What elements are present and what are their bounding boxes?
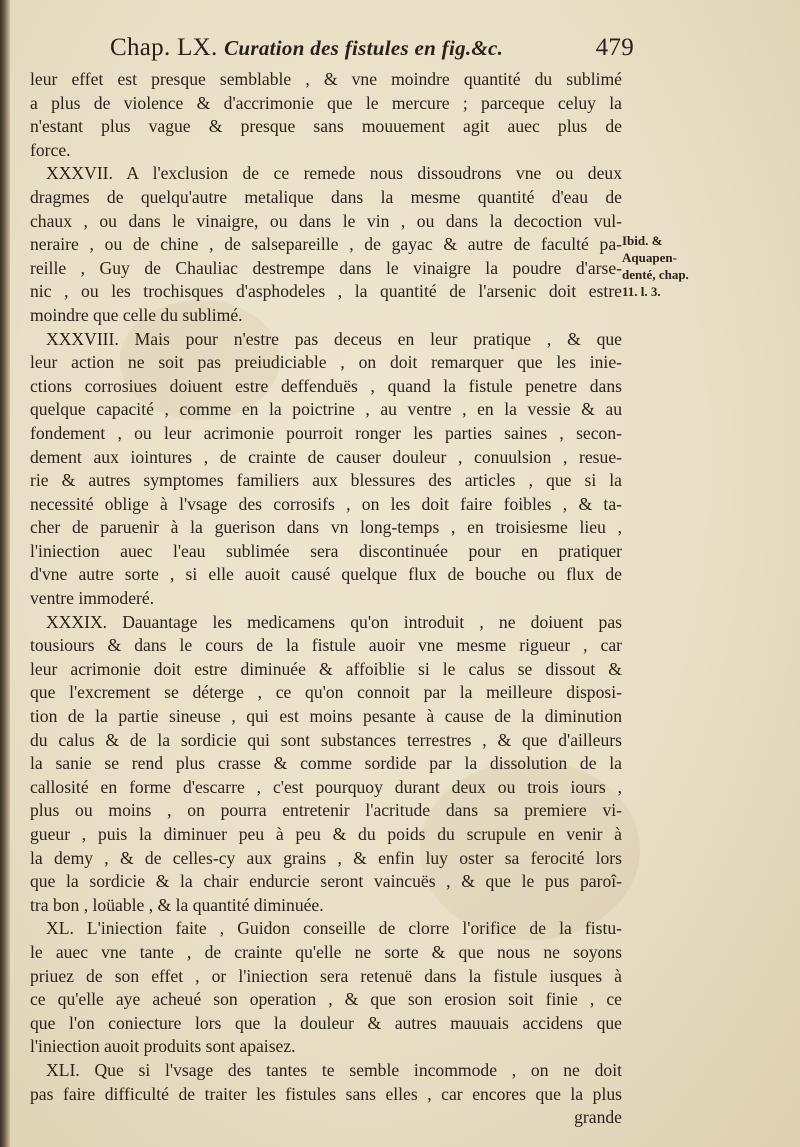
text-line: leur effet est presque semblable , & vne moindre quantité du sublimé xyxy=(30,69,622,89)
text-line: quelque capacité , comme en la poictrine , au ventre , en la vessie & au xyxy=(30,399,622,420)
text-line: n'estant plus vague & presque sans mouuement agit auec plus de xyxy=(30,116,622,137)
book-binding-edge xyxy=(0,0,10,1147)
text-line: priuez de son effet , or l'iniection sera retenuë dans la fistule iusques à xyxy=(30,965,622,986)
text-line: force. xyxy=(30,139,71,160)
text-line: ce qu'elle aye acheué son operation , & que son erosion soit finie , ce xyxy=(30,989,622,1010)
text-line: tousiours & dans le cours de la fistule auoir vne mesme rigueur , car xyxy=(30,635,622,656)
running-head xyxy=(110,34,634,62)
text-line: ctions corrosiues doiuent estre deffenduës , quand la fistule penetre dans xyxy=(30,375,622,396)
text-line: reille , Guy de Chauliac destrempe dans le vinaigre la poudre d'arse- xyxy=(30,257,622,278)
text-line: ventre immoderé. xyxy=(30,588,155,609)
text-line: a plus de violence & d'accrimonie que le mercure ; parceque celuy la xyxy=(30,92,622,113)
text-line: chaux , ou dans le vinaigre, ou dans le vin , ou dans la decoction vul- xyxy=(30,210,622,231)
text-line: cher de paruenir à la guerison dans vn long-temps , en troisiesme lieu , xyxy=(30,517,622,538)
text-line: pas faire difficulté de traiter les fistules sans elles , car encores que la plus xyxy=(30,1083,622,1104)
text-line: leur action ne soit pas preiudiciable , on doit remarquer que les inie- xyxy=(30,352,622,373)
text-line: d'vne autre sorte , si elle auoit causé quelque flux de bouche ou flux de xyxy=(30,564,622,585)
body-text xyxy=(30,68,622,1130)
text-line: tion de la partie sineuse , qui est moins pesante à cause de la diminution xyxy=(30,706,622,727)
text-line: XXXIX. Dauantage les medicamens qu'on introduit , ne doiuent pas xyxy=(46,611,622,632)
text-line: necessité oblige à l'vsage des corrosifs , on les doit faire foibles , & ta- xyxy=(30,493,622,514)
text-line: fondement , ou leur acrimonie pourroit ronger les parties saines , secon- xyxy=(30,422,622,443)
text-line: XLI. Que si l'vsage des tantes te semble incommode , on ne doit xyxy=(46,1059,622,1080)
text-line: dement aux iointures , de crainte de causer douleur , conuulsion , resue- xyxy=(30,446,622,467)
text-line: grande xyxy=(574,1107,622,1128)
text-line: tra bon , loüable , & la quantité diminuée. xyxy=(30,894,324,915)
text-line: callosité en forme d'escarre , c'est pourquoy durant deux ou trois iours , xyxy=(30,776,622,797)
margin-note-line: Ibid. & xyxy=(622,233,663,248)
text-line: la sanie se rend plus crasse & comme sordide par la dissolution de la xyxy=(30,753,622,774)
text-line: du calus & de la sordicie qui sont substances terrestres , & que d'ailleurs xyxy=(30,729,622,750)
margin-note-line: Aquapen- xyxy=(622,250,677,265)
margin-note-line: denté, chap. xyxy=(622,267,689,282)
text-line: que l'on coniecture lors que la douleur & autres mauuais accidens que xyxy=(30,1012,622,1033)
text-line: moindre que celle du sublimé. xyxy=(30,304,243,325)
text-line: rie & autres symptomes familiers aux blessures des articles , que si la xyxy=(30,470,622,491)
text-line: XXXVIII. Mais pour n'estre pas deceus en leur pratique , & que xyxy=(46,328,622,349)
text-line: neraire , ou de chine , de salsepareille , de gayac & autre de faculté pa- xyxy=(30,234,622,255)
text-line: plus ou moins , on pourra entretenir l'acritude dans sa premiere vi- xyxy=(30,800,622,821)
text-line: l'iniection auec l'eau sublimée sera discontinuée pour en pratiquer xyxy=(30,540,622,561)
text-line: que l'excrement se déterge , ce qu'on connoit par la meilleure disposi- xyxy=(30,682,622,703)
margin-note-line: 11. l. 3. xyxy=(622,284,661,299)
text-line: la demy , & de celles-cy aux grains , & enfin luy oster sa ferocité lors xyxy=(30,847,622,868)
text-line: gueur , puis la diminuer peu à peu & du poids du scrupule en venir à xyxy=(30,824,622,844)
text-line: leur acrimonie doit estre diminuée & affoiblie si le calus se dissout & xyxy=(30,658,622,679)
chapter-title: Curation des fistules en fig.&c. xyxy=(224,36,504,60)
text-line: nic , ou les trochisques d'asphodeles , la quantité de l'arsenic doit estre xyxy=(30,281,622,302)
text-line: le auec vne tante , de crainte qu'elle ne sorte & que nous ne soyons xyxy=(30,941,622,962)
text-line: l'iniection auoit produits sont apaisez. xyxy=(30,1036,296,1057)
text-line: que la sordicie & la chair endurcie seront vaincuës , & que le pus paroî- xyxy=(30,871,622,892)
margin-note xyxy=(622,232,714,300)
text-line: dragmes de quelqu'autre metalique dans la mesme quantité d'eau de xyxy=(30,186,622,207)
text-line: XXXVII. A l'exclusion de ce remede nous dissoudrons vne ou deux xyxy=(46,163,622,184)
chapter-label: Chap. LX. xyxy=(110,34,218,61)
text-line: XL. L'iniection faite , Guidon conseille de clorre l'orifice de la fistu- xyxy=(46,918,622,939)
page-number: 479 xyxy=(595,34,634,61)
